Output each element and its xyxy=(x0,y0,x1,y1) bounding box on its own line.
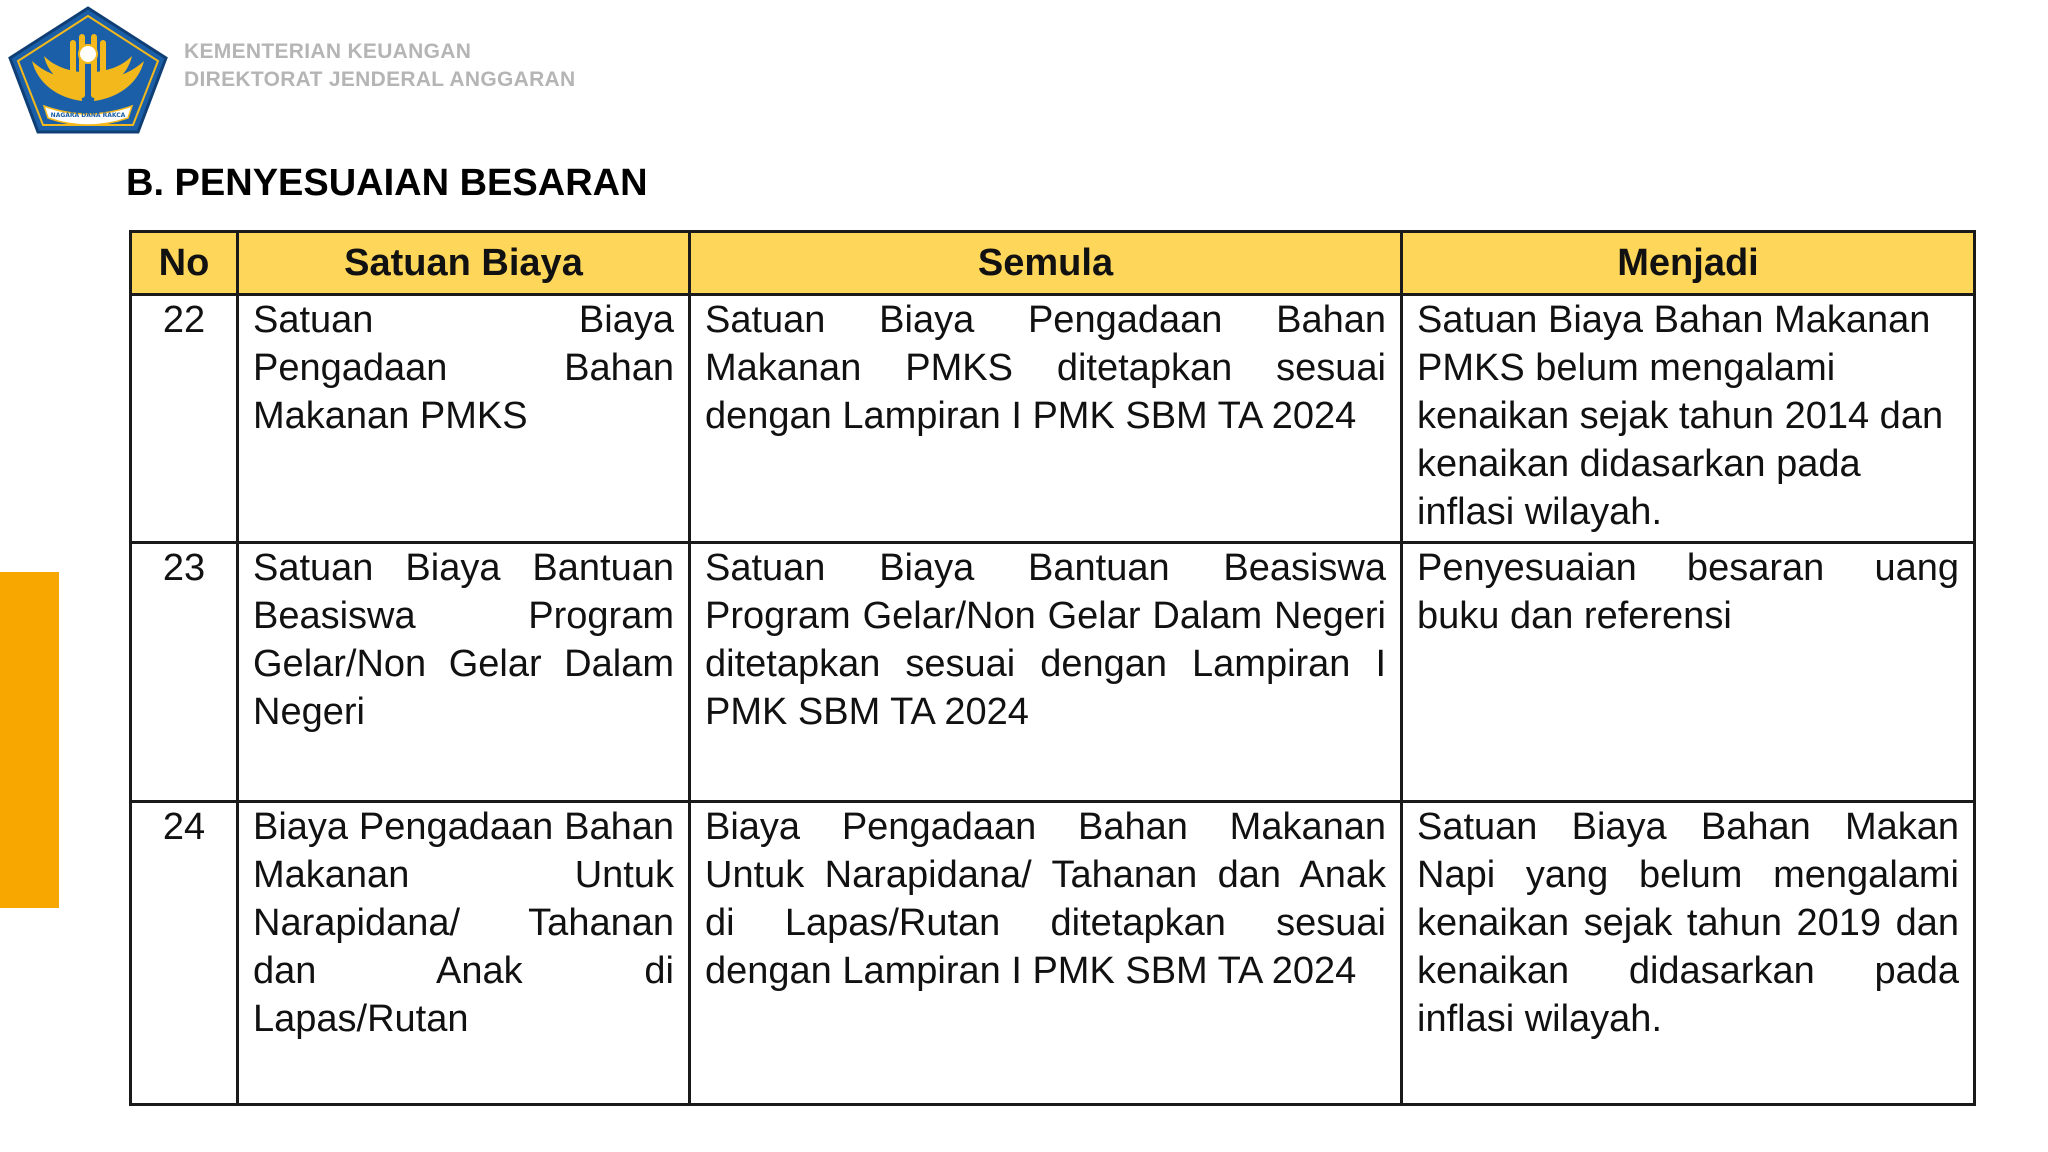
table-row xyxy=(131,543,1975,802)
accent-side-bar xyxy=(0,572,59,908)
table-row xyxy=(131,802,1975,1105)
row-no: 23 xyxy=(131,543,238,802)
org-line-directorate: DIREKTORAT JENDERAL ANGGARAN xyxy=(184,68,576,91)
org-line-ministry: KEMENTERIAN KEUANGAN xyxy=(184,40,472,63)
row-menjadi: Satuan Biaya Bahan Makanan PMKS belum mengalami kenaikan sejak tahun 2014 dan kenaikan didasarkan pada inflasi wilayah. xyxy=(1402,295,1975,543)
row-menjadi: Satuan Biaya Bahan Makan Napi yang belum mengalami kenaikan sejak tahun 2019 dan kenaikan didasarkan pada inflasi wilayah. xyxy=(1402,802,1975,1105)
row-semula: Satuan Biaya Bantuan Beasiswa Program Gelar/Non Gelar Dalam Negeri ditetapkan sesuai dengan Lampiran I PMK SBM TA 2024 xyxy=(690,543,1402,802)
section-title: B. PENYESUAIAN BESARAN xyxy=(126,162,648,204)
svg-text:NAGARA DANA RAKCA: NAGARA DANA RAKCA xyxy=(50,112,126,119)
row-no: 22 xyxy=(131,295,238,543)
row-semula: Satuan Biaya Pengadaan Bahan Makanan PMKS ditetapkan sesuai dengan Lampiran I PMK SBM TA 2024 xyxy=(690,295,1402,543)
row-satuan-biaya: Satuan Biaya Pengadaan Bahan Makanan PMKS xyxy=(238,295,690,543)
header-satuan-biaya: Satuan Biaya xyxy=(238,232,690,295)
table-row xyxy=(131,295,1975,543)
adjustment-table xyxy=(129,230,1976,1106)
header-menjadi: Menjadi xyxy=(1402,232,1975,295)
row-no: 24 xyxy=(131,802,238,1105)
organization-name xyxy=(184,38,575,94)
row-menjadi: Penyesuaian besaran uang buku dan referensi xyxy=(1402,543,1975,802)
row-satuan-biaya: Satuan Biaya Bantuan Beasiswa Program Gelar/Non Gelar Dalam Negeri xyxy=(238,543,690,802)
header-semula: Semula xyxy=(690,232,1402,295)
row-satuan-biaya: Biaya Pengadaan Bahan Makanan Untuk Narapidana/ Tahanan dan Anak di Lapas/Rutan xyxy=(238,802,690,1105)
row-semula: Biaya Pengadaan Bahan Makanan Untuk Narapidana/ Tahanan dan Anak di Lapas/Rutan ditetapkan sesuai dengan Lampiran I PMK SBM TA 2024 xyxy=(690,802,1402,1105)
kemenkeu-logo-icon xyxy=(8,6,168,134)
header-no: No xyxy=(131,232,238,295)
table-header-row xyxy=(131,232,1975,295)
